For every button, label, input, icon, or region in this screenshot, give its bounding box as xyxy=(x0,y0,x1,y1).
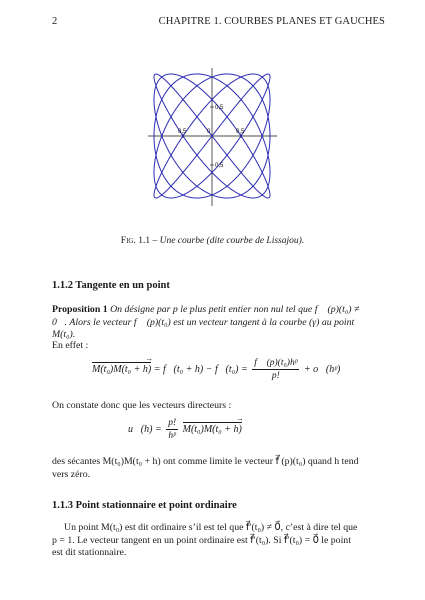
paragraph: On constate donc que les vecteurs directeurs : xyxy=(52,400,232,411)
text-line: est dit stationnaire. xyxy=(52,547,127,559)
x-tick-label: 0 xyxy=(207,129,211,135)
numerator: p! xyxy=(168,418,177,428)
denominator: p! xyxy=(271,371,280,381)
paragraph: En effet : xyxy=(52,340,89,351)
vector-mm: M(t₀)M(t₀ + h) → xyxy=(92,362,151,375)
section-heading: 1.1.3 Point stationnaire et point ordinaire xyxy=(52,500,237,511)
y-tick-label: 0,5 xyxy=(215,105,224,111)
section-heading: 1.1.2 Tangente en un point xyxy=(52,280,170,291)
fraction xyxy=(166,418,178,441)
numerator: f⃗ (p)(t₀)hᵖ xyxy=(254,358,298,368)
x-tick-label: 0,5 xyxy=(236,129,245,135)
equation-1 xyxy=(92,358,340,381)
text-line: p = 1. Le vecteur tangent en un point ordinaire est f⃗′(t₀). Si f⃗′(t₀) = 0⃗ le point xyxy=(52,534,351,546)
equation-part: + o⃗(hᵖ) xyxy=(303,363,341,375)
paragraph xyxy=(52,522,374,560)
text-line: vers zéro. xyxy=(52,468,91,480)
paragraph xyxy=(52,456,374,481)
page-number: 2 xyxy=(52,16,58,27)
equation-2 xyxy=(128,418,242,441)
fraction xyxy=(252,358,299,381)
text-line: des sécantes M(t₀)M(t₀ + h) ont comme limite le vecteur f⃗ (p)(t₀) quand h tend xyxy=(52,456,359,467)
proposition-text: Alors le vecteur xyxy=(69,316,132,328)
proposition-text: On désigne par p le plus petit entier non nul tel que xyxy=(110,304,313,315)
proposition-expr: f⃗ (p)(t₀) xyxy=(133,316,171,328)
proposition-expr: f⃗ (p)(t₀) ≠ 0⃗. xyxy=(52,304,360,328)
equation-part: = f⃗(t₀ + h) − f⃗(t₀) = xyxy=(153,363,248,375)
proposition xyxy=(52,304,374,342)
y-tick-label: 0,5 xyxy=(215,163,224,169)
equation-part: u⃗(h) = xyxy=(128,423,162,435)
lissajous-figure xyxy=(140,66,285,216)
x-tick-label: 0,5 xyxy=(178,129,187,135)
figure-caption xyxy=(0,236,425,246)
denominator: hᵖ xyxy=(168,431,176,441)
caption-text: Une courbe (dite courbe de Lissajou). xyxy=(159,236,305,246)
text-line: Un point M(t₀) est dit ordinaire s’il est tel que f⃗′(t₀) ≠ 0⃗, c’est à dire tel que xyxy=(64,522,358,533)
proposition-text: est un vecteur tangent à la courbe (γ) au point M(t₀). xyxy=(52,316,355,341)
running-header: CHAPITRE 1. COURBES PLANES ET GAUCHES xyxy=(158,16,385,27)
proposition-label: Proposition 1 xyxy=(52,304,108,315)
vector-mm: M(t₀)M(t₀ + h) → xyxy=(183,422,242,435)
caption-label: Fig. 1.1 – xyxy=(120,236,158,246)
